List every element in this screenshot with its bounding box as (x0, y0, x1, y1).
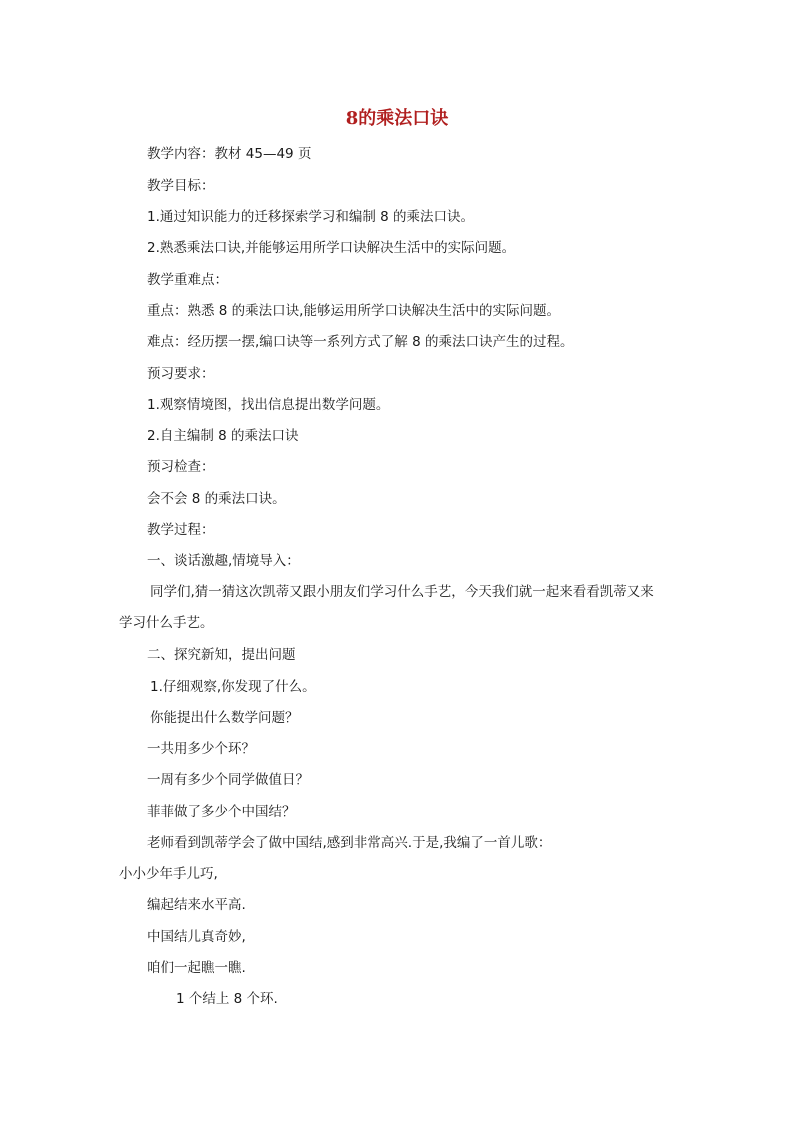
teaching-content-line: 教学内容：教材 45—49 页 (147, 146, 312, 162)
intro-paragraph-line-2: 学习什么手艺。 (119, 615, 214, 631)
document-title: 8的乘法口诀 (345, 108, 449, 129)
difficult-point-line: 难点：经历摆一摆,编口诀等一系列方式了解 8 的乘法口诀产生的过程。 (147, 334, 574, 350)
teacher-rhyme-intro: 老师看到凯蒂学会了做中国结,感到非常高兴.于是,我编了一首儿歌： (147, 835, 552, 851)
question-line-1: 一共用多少个环？ (147, 741, 255, 757)
goal-item-2: 2.熟悉乘法口诀,并能够运用所学口诀解决生活中的实际问题。 (147, 240, 516, 256)
rhyme-line-1: 小小少年手儿巧, (119, 866, 218, 882)
section-2-heading: 二、探究新知，提出问题 (147, 647, 296, 663)
preview-check-heading: 预习检查： (147, 459, 215, 475)
rhyme-line-3: 中国结儿真奇妙, (147, 929, 246, 945)
teaching-process-heading: 教学过程： (147, 522, 215, 538)
key-point-line: 重点：熟悉 8 的乘法口诀,能够运用所学口诀解决生活中的实际问题。 (147, 303, 560, 319)
section-1-heading: 一、谈话激趣,情境导入： (147, 553, 300, 569)
question-line-3: 菲菲做了多少个中国结？ (147, 804, 296, 820)
key-difficult-points-heading: 教学重难点： (147, 272, 228, 288)
preview-check-line: 会不会 8 的乘法口诀。 (147, 491, 286, 507)
rhyme-line-4: 咱们一起瞧一瞧. (147, 960, 246, 976)
rhyme-line-5: 1 个结上 8 个环. (176, 991, 278, 1007)
observe-item: 1.仔细观察,你发现了什么。 (150, 679, 316, 695)
rhyme-line-2: 编起结来水平高. (147, 897, 246, 913)
preview-item-2: 2.自主编制 8 的乘法口诀 (147, 428, 299, 444)
goal-item-1: 1.通过知识能力的迁移探索学习和编制 8 的乘法口诀。 (147, 209, 475, 225)
teaching-goals-heading: 教学目标： (147, 178, 215, 194)
preview-requirements-heading: 预习要求： (147, 366, 215, 382)
question-line-2: 一周有多少个同学做值日？ (147, 772, 309, 788)
intro-paragraph-line-1: 同学们,猜一猜这次凯蒂又跟小朋友们学习什么手艺，今天我们就一起来看看凯蒂又来 (150, 584, 654, 600)
preview-item-1: 1.观察情境图，找出信息提出数学问题。 (147, 397, 390, 413)
question-prompt: 你能提出什么数学问题？ (150, 710, 299, 726)
